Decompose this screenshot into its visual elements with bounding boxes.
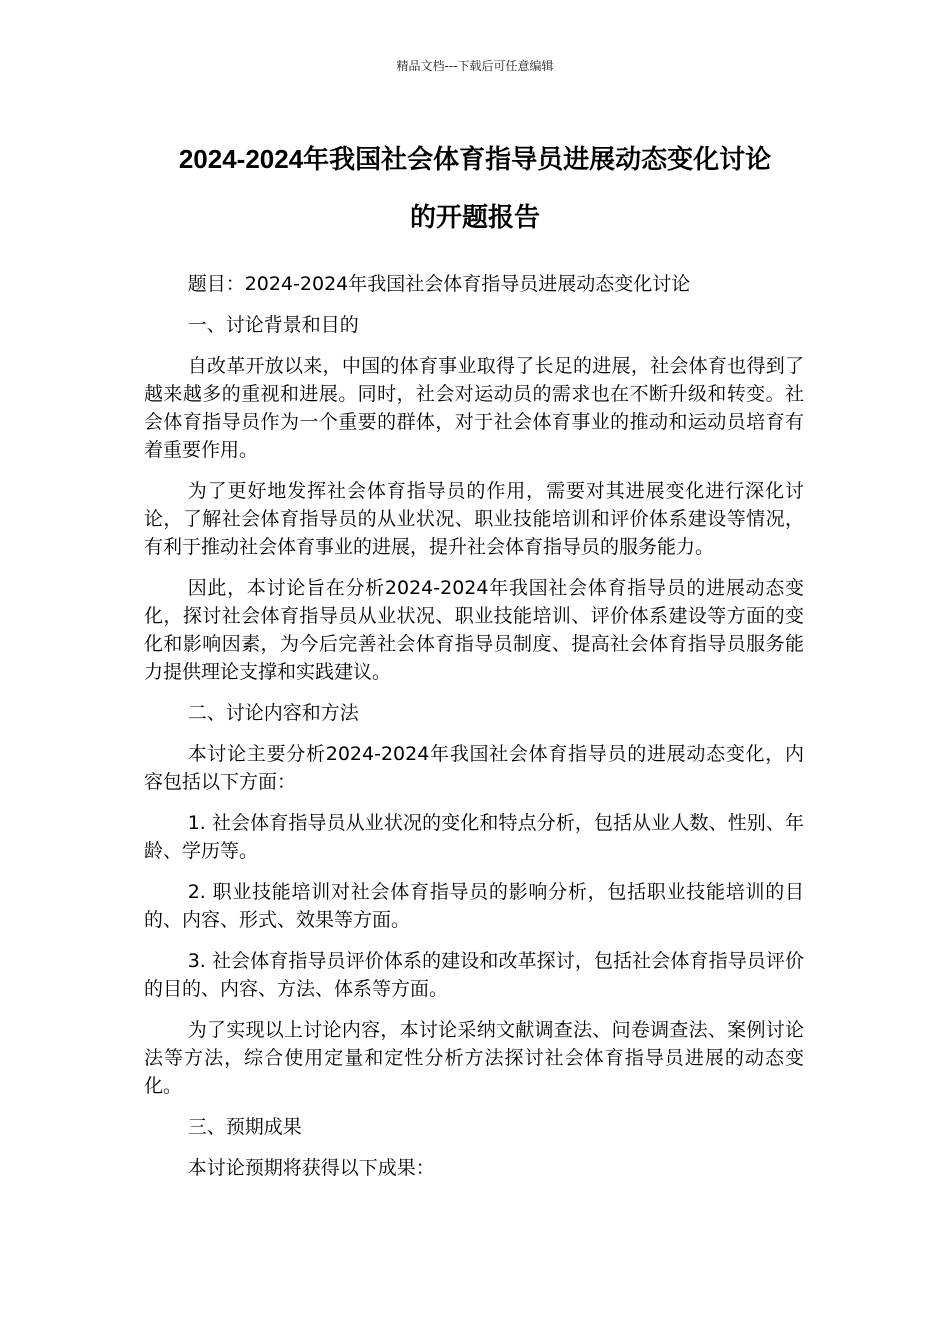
background-paragraph-1: 自改革开放以来，中国的体育事业取得了长足的进展，社会体育也得到了越来越多的重视和进展。同时，社会对运动员的需求也在不断升级和转变。社会体育指导员作为一个重要的群体，对于社会体育事业的推动和运动员培育有着重要作用。 (144, 355, 804, 461)
title-line-2: 的开题报告 (409, 202, 540, 232)
background-paragraph-2: 为了更好地发挥社会体育指导员的作用，需要对其进展变化进行深化讨论，了解社会体育指导员的从业状况、职业技能培训和评价体系建设等情况，有利于推动社会体育事业的进展，提升社会体育指导员的服务能力。 (144, 480, 804, 558)
content-intro-paragraph: 本讨论主要分析2024-2024年我国社会体育指导员的进展动态变化，内容包括以下方面： (144, 743, 804, 793)
method-paragraph: 为了实现以上讨论内容，本讨论采纳文献调查法、问卷调查法、案例讨论法等方法，综合使用定量和定性分析方法探讨社会体育指导员进展的动态变化。 (144, 1019, 804, 1097)
section-heading-outcomes: 三、预期成果 (187, 1116, 302, 1138)
document-title (100, 130, 850, 246)
topic-line: 题目：2024-2024年我国社会体育指导员进展动态变化讨论 (187, 273, 691, 295)
header-note: 精品文档---下载后可任意编辑 (396, 59, 554, 73)
content-item-1: 1. 社会体育指导员从业状况的变化和特点分析，包括从业人数、性别、年龄、学历等。 (144, 812, 804, 862)
content-item-2: 2. 职业技能培训对社会体育指导员的影响分析，包括职业技能培训的目的、内容、形式、效果等方面。 (144, 881, 804, 931)
outcomes-intro-paragraph: 本讨论预期将获得以下成果： (187, 1157, 435, 1179)
section-heading-background: 一、讨论背景和目的 (187, 314, 359, 336)
title-line-1: 2024-2024年我国社会体育指导员进展动态变化讨论 (178, 144, 772, 174)
background-paragraph-3: 因此，本讨论旨在分析2024-2024年我国社会体育指导员的进展动态变化，探讨社会体育指导员从业状况、职业技能培训、评价体系建设等方面的变化和影响因素，为今后完善社会体育指导员制度、提高社会体育指导员服务能力提供理论支撑和实践建议。 (144, 577, 804, 683)
document-body (144, 270, 804, 1195)
content-item-3: 3. 社会体育指导员评价体系的建设和改革探讨，包括社会体育指导员评价的目的、内容、方法、体系等方面。 (144, 950, 804, 1000)
section-heading-content: 二、讨论内容和方法 (187, 702, 359, 724)
